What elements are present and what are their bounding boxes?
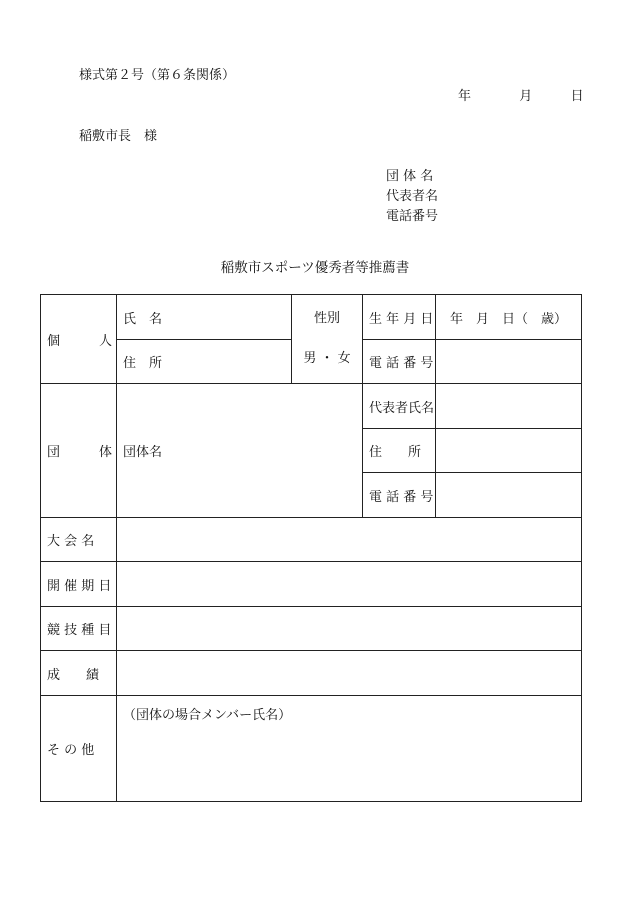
individual-phone-value[interactable] [436, 340, 582, 384]
event-dates-value[interactable] [117, 562, 582, 607]
group-section-label: 団 体 [41, 384, 117, 518]
result-label: 成 績 [41, 651, 117, 696]
addressee: 稲敷市長 様 [79, 129, 158, 144]
group-name-label: 団体名 [117, 384, 363, 518]
birthdate-value[interactable]: 年 月 日（ 歳） [436, 295, 582, 340]
date-line [458, 85, 584, 104]
group-phone-label: 電 話 番 号 [363, 473, 436, 518]
group-phone-value[interactable] [436, 473, 582, 518]
other-label: そ の 他 [41, 696, 117, 802]
individual-address-label: 住 所 [117, 340, 292, 384]
sport-event-label: 競 技 種 目 [41, 607, 117, 651]
birthdate-label: 生 年 月 日 [363, 295, 436, 340]
gender-options: 男 ・ 女 [303, 351, 351, 366]
document-title: 稲敷市スポーツ優秀者等推薦書 [220, 260, 410, 276]
gender-cell[interactable] [292, 295, 363, 384]
date-month: 月 [519, 89, 533, 104]
other-value[interactable] [117, 696, 582, 802]
form-number: 様式第２号（第６条関係） [79, 68, 236, 83]
individual-section-label: 個 人 [41, 295, 117, 384]
sport-event-value[interactable] [117, 607, 582, 651]
date-year: 年 [458, 89, 472, 104]
date-day: 日 [570, 89, 584, 104]
gender-label: 性別 [313, 311, 340, 326]
tournament-name-label: 大 会 名 [41, 518, 117, 562]
applicant-phone-label: 電話番号 [386, 209, 439, 224]
other-note: （団体の場合メンバー氏名） [123, 708, 292, 723]
applicant-group-name-label: 団 体 名 [386, 169, 434, 184]
applicant-representative-label: 代表者名 [386, 189, 439, 204]
group-representative-label: 代表者氏名 [363, 384, 436, 429]
individual-phone-label: 電 話 番 号 [363, 340, 436, 384]
group-address-value[interactable] [436, 429, 582, 473]
tournament-name-value[interactable] [117, 518, 582, 562]
individual-name-label: 氏 名 [117, 295, 292, 340]
group-address-label: 住 所 [363, 429, 436, 473]
recommendation-form-table [40, 294, 582, 802]
group-representative-value[interactable] [436, 384, 582, 429]
event-dates-label: 開 催 期 日 [41, 562, 117, 607]
result-value[interactable] [117, 651, 582, 696]
